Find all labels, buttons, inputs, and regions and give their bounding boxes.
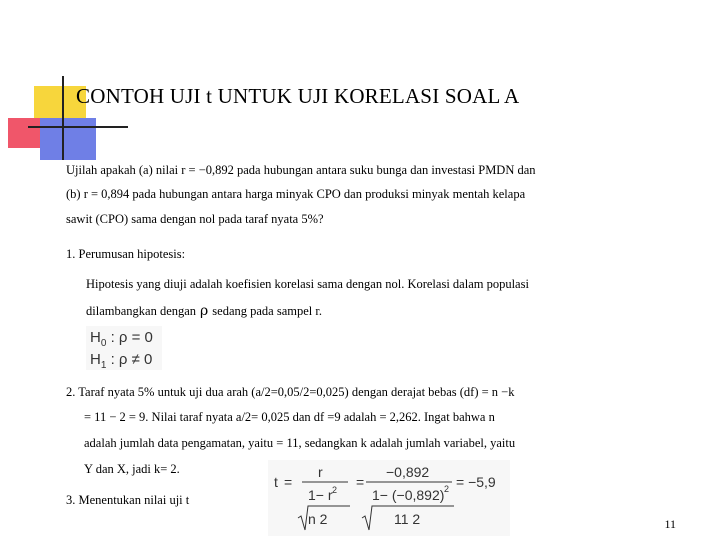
formula-eleven-minus-2: 11 2: [394, 511, 421, 527]
step1-text-2b: sedang pada sampel r.: [212, 304, 322, 318]
page-number: 11: [664, 517, 676, 531]
intro-line-1: Ujilah apakah (a) nilai r = −0,892 pada hubungan antara suku bunga dan investasi PMDN dan: [66, 163, 536, 177]
formula-eq-1: =: [284, 474, 293, 490]
rho-symbol: ρ: [200, 303, 209, 319]
formula-r-value: −0,892: [386, 464, 430, 480]
intro-line-3: sawit (CPO) sama dengan nol pada taraf nyata 5%?: [66, 212, 324, 226]
formula-eq-2: =: [356, 474, 365, 490]
intro-line-2: (b) r = 0,894 pada hubungan antara harga minyak CPO dan produksi minyak mentah kelapa: [66, 187, 526, 201]
h0-symbol: H: [90, 329, 101, 346]
step2-line-4: Y dan X, jadi k= 2.: [84, 462, 180, 476]
step2-line-2: = 11 − 2 = 9. Nilai taraf nyata a/2= 0,025 dan df =9 adalah = 2,262. Ingat bahwa n: [84, 410, 495, 424]
t-test-formula: [268, 460, 510, 536]
step3-heading: 3. Menentukan nilai uji t: [66, 493, 190, 507]
h1-symbol: H: [90, 351, 101, 368]
formula-r: r: [318, 464, 323, 480]
step2-line-1: 2. Taraf nyata 5% untuk uji dua arah (a/2=0,05/2=0,025) dengan derajat bebas (df) = n −k: [66, 385, 515, 399]
formula-1-minus-value: 1− (−0,892): [372, 487, 445, 503]
hypothesis-h1: [90, 351, 152, 371]
step1-text-2: [86, 303, 322, 319]
step1-text-2a: dilambangkan dengan: [86, 304, 197, 318]
decor-vertical-line: [62, 76, 64, 160]
step2-line-3: adalah jumlah data pengamatan, yaitu = 11, sedangkan k adalah jumlah variabel, yaitu: [84, 436, 516, 450]
formula-n-minus-2: n 2: [308, 511, 328, 527]
h1-subscript: 1: [100, 360, 107, 371]
decor-horizontal-line: [28, 126, 128, 128]
h0-subscript: 0: [100, 338, 107, 349]
step1-text-1: Hipotesis yang diuji adalah koefisien korelasi sama dengan nol. Korelasi dalam populasi: [86, 277, 529, 291]
formula-1-minus-r2: 1− r: [308, 487, 333, 503]
hypothesis-h0: [90, 329, 153, 349]
h1-statement: : ρ ≠ 0: [106, 351, 153, 368]
formula-result: = −5,9: [456, 474, 496, 490]
formula-square-2: 2: [444, 484, 450, 494]
formula-square-1: 2: [332, 485, 338, 495]
formula-t: t: [274, 474, 278, 490]
decor-blue-square: [40, 118, 96, 160]
h0-statement: : ρ = 0: [106, 329, 153, 346]
step1-heading: 1. Perumusan hipotesis:: [66, 247, 186, 261]
slide-title: CONTOH UJI t UNTUK UJI KORELASI SOAL A: [76, 84, 520, 108]
